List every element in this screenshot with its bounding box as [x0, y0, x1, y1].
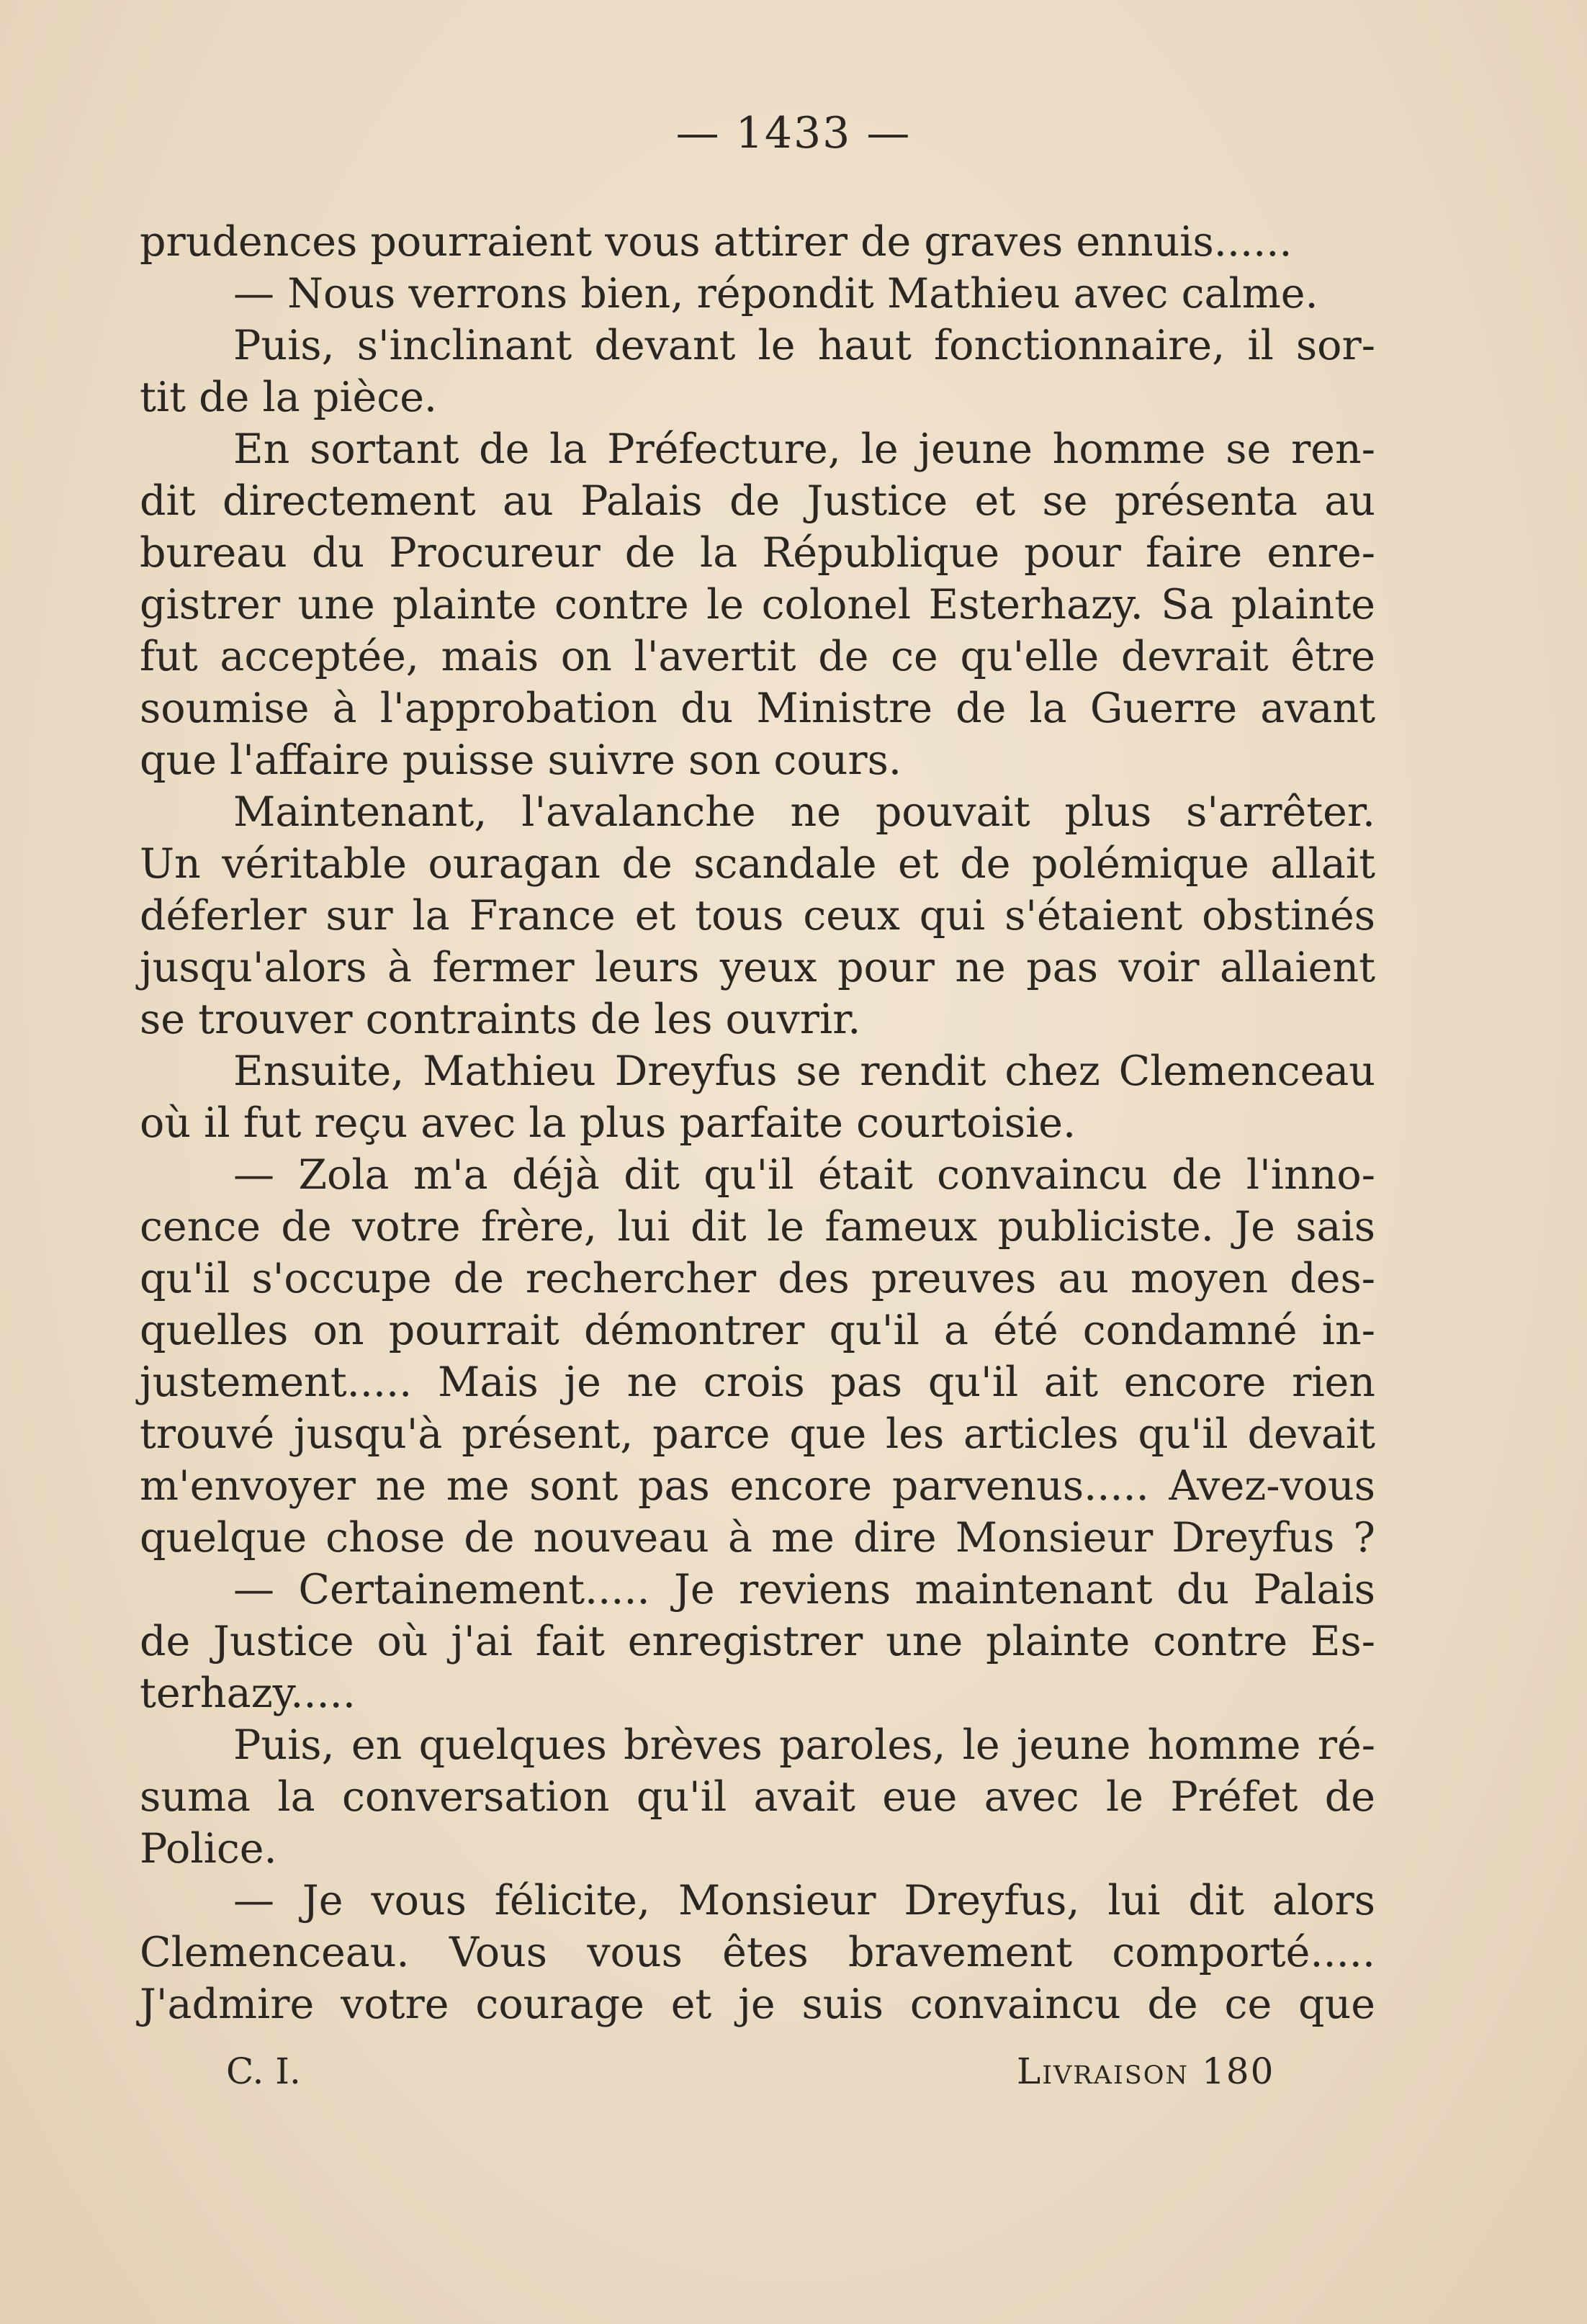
text-line: qu'il s'occupe de rechercher des preuves au moyen des-	[140, 1255, 1375, 1302]
text-line: où il fut reçu avec la plus parfaite courtoisie.	[140, 1099, 1076, 1147]
text-line: déferler sur la France et tous ceux qui s'étaient obstinés	[140, 892, 1375, 940]
text-line: Un véritable ouragan de scandale et de polémique allait	[140, 840, 1375, 888]
text-line: quelles on pourrait démontrer qu'il a été condamné in-	[140, 1307, 1375, 1354]
text-line: dit directement au Palais de Justice et se présenta au	[140, 477, 1375, 525]
text-line: — Je vous félicite, Monsieur Dreyfus, lui dit alors	[233, 1877, 1375, 1924]
text-line: Puis, en quelques brèves paroles, le jeune homme ré-	[233, 1721, 1375, 1769]
text-line: — Certainement..... Je reviens maintenant du Palais	[233, 1566, 1375, 1613]
signature-mark: C. I.	[226, 2050, 301, 2092]
text-line: Ensuite, Mathieu Dreyfus se rendit chez Clemenceau	[233, 1048, 1375, 1095]
text-line: Police.	[140, 1825, 277, 1873]
text-line: fut acceptée, mais on l'avertit de ce qu'elle devrait être	[140, 633, 1375, 680]
text-line: suma la conversation qu'il avait eue avec le Préfet de	[140, 1773, 1375, 1821]
livraison-label: Livraison 180	[1017, 2050, 1275, 2092]
text-line: soumise à l'approbation du Ministre de la Guerre avant	[140, 685, 1375, 732]
text-line: de Justice où j'ai fait enregistrer une plainte contre Es-	[140, 1618, 1375, 1665]
text-line: jusqu'alors à fermer leurs yeux pour ne pas voir allaient	[140, 944, 1375, 991]
text-line: terhazy.....	[140, 1670, 356, 1717]
text-line: — Zola m'a déjà dit qu'il était convaincu de l'inno-	[233, 1151, 1375, 1199]
text-line: cence de votre frère, lui dit le fameux publiciste. Je sais	[140, 1203, 1375, 1251]
text-line: gistrer une plainte contre le colonel Esterhazy. Sa plainte	[140, 581, 1375, 629]
text-line: prudences pourraient vous attirer de graves ennuis......	[140, 218, 1292, 266]
page-body	[140, 216, 1375, 2030]
text-line: En sortant de la Préfecture, le jeune homme se ren-	[233, 425, 1375, 473]
text-line: Puis, s'inclinant devant le haut fonctionnaire, il sor-	[233, 322, 1375, 369]
text-line: bureau du Procureur de la République pour faire enre-	[140, 529, 1375, 577]
text-line: justement..... Mais je ne crois pas qu'il ait encore rien	[140, 1359, 1375, 1406]
text-line: trouvé jusqu'à présent, parce que les articles qu'il devait	[140, 1410, 1375, 1458]
text-line: Clemenceau. Vous vous êtes bravement comporté.....	[140, 1929, 1375, 1976]
text-line: tit de la pièce.	[140, 374, 438, 421]
text-line: J'admire votre courage et je suis convaincu de ce que	[140, 1981, 1375, 2028]
text-line: Maintenant, l'avalanche ne pouvait plus s'arrêter.	[233, 788, 1375, 836]
text-line: — Nous verrons bien, répondit Mathieu avec calme.	[233, 270, 1318, 317]
text-line: quelque chose de nouveau à me dire Monsieur Dreyfus ?	[140, 1514, 1375, 1562]
text-line: m'envoyer ne me sont pas encore parvenus..... Avez-vous	[140, 1462, 1375, 1510]
page-number: — 1433 —	[675, 108, 912, 158]
text-line: se trouver contraints de les ouvrir.	[140, 996, 861, 1043]
text-line: que l'affaire puisse suivre son cours.	[140, 737, 902, 784]
